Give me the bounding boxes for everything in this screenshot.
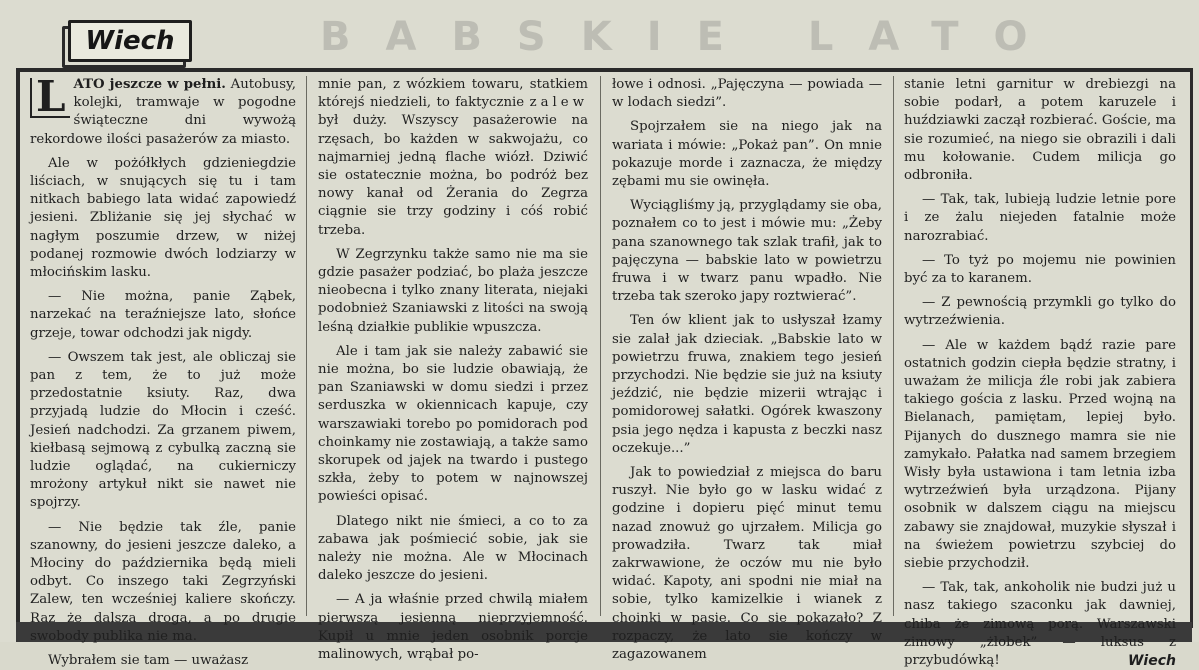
- paragraph: — A ja właśnie przed chwilą miałem pierwszą jesienną nieprzyjemność. Kupił u mnie jeden osobnik porcje malinowych, wrąbał po-: [318, 592, 588, 663]
- lead-text: ATO jeszcze w pełni.: [73, 77, 226, 92]
- paragraph: Jak to powiedział z miejsca do baru ruszył. Nie było go w lasku widać z godzine i dopieru pięć minut temu nazad znowuż go ujrzałem. Milicja go prowadziła. Twarz tak miał zakrwawione, że oczów mu nie było widać. Kapoty, ani spodni nie miał na sobie, tylko kamizelkie i wianek z choinki w pasie. Co sie pokazało? Z rozpaczy, że lato sie kończy w zagazowanem: [612, 465, 882, 663]
- column-2: [318, 76, 588, 663]
- paragraph: — To tyż po mojemu nie powinien być za to karanem.: [904, 252, 1176, 287]
- paragraph: — Z pewnością przymkli go tylko do wytrzeźwienia.: [904, 295, 1176, 329]
- paragraph: Ale i tam jak sie należy zabawić sie nie można, bo sie ludzie obawiają, że pan Szaniawski w domu siedzi i przez serduszka w okiennicach kapuje, czy warszawiaki torebo po pomidorach pod choinkamy nie zostawiają, a także samo skorupek od jajek na twardo i pustego szkła, żeby to potem w najnowszej powieści opisać.: [318, 343, 588, 505]
- emphasized-word: zalew: [529, 95, 588, 111]
- paragraph: — Nie można, panie Ząbek, narzekać na teraźniejsze lato, słońce grzeje, towar odchodzi jak nigdy.: [30, 289, 296, 341]
- paragraph: łowe i odnosi. „Pajęczyna — powiada — w lodach siedzi”.: [612, 77, 882, 111]
- column-separator: [306, 76, 307, 616]
- column-1: [30, 72, 296, 669]
- paragraph-text: — Tak, tak, ankoholik nie budzi już u nasz takiego szaconku jak dawniej, chiba że zimową porą. Warszawski zimowy „żłobek” — luksus z przybudówką!: [904, 580, 1176, 669]
- paragraph-text: Autobusy, kolejki, tramwaje w pogodne świąteczne dni wywożą rekordowe ilości pasażerów za miasto.: [30, 77, 296, 147]
- paragraph: — Nie będzie tak źle, panie szanowny, do jesieni jeszcze daleko, a Młociny do października będą mieli odbyt. Co inszego taki Zegrzyński Zalew, ten wcześniej kaliere skończy. Raz że dalsza droga, a po drugie swobody publika nie ma.: [30, 519, 296, 644]
- paragraph: — Tak, tak, lubieją ludzie letnie pore i ze żalu niejeden fatalnie może narozrabiać.: [904, 192, 1176, 244]
- paragraph-text: mnie pan, z wózkiem towaru, statkiem którejś niedzieli, to faktycznie: [318, 77, 588, 111]
- paragraph-text: był duży. Wszyscy pasażerowie na rzęsach, bo każden w sakwojażu, co najmarniej jedną flache wiózł. Dziwić sie ostatecznie można, bo podróż bez nowy kanał od Żerania do Zegrza ciągnie sie trzy godziny i cóś robić trzeba.: [318, 113, 588, 238]
- paragraph: — Owszem tak jest, ale obliczaj sie pan z tem, że to już może przedostatnie ksiuty. Raz, dwa przyjadą ludzie do Młocin i cześć. Jesień nadchodzi. Za grzanem piwem, kiełbasą sejmową z cybulką zaczną sie ludzie oglądać, na cukierniczy mrożony artykuł nikt sie nawet nie spojrzy.: [30, 349, 296, 511]
- article-header: [0, 0, 1199, 70]
- column-separator: [893, 76, 894, 616]
- paragraph: Spojrzałem sie na niego jak na wariata i mówie: „Pokaż pan”. On mnie pokazuje morde i zaznacza, że między zębami mu sie owinęła.: [612, 119, 882, 190]
- frame-right-rule: [1190, 68, 1193, 628]
- paragraph: [30, 72, 296, 149]
- paragraph: [318, 76, 588, 240]
- paragraph: Ten ów klient jak to usłyszał łzamy sie zalał jak dzieciak. „Babskie lato w powietrzu fruwa, znakiem tego jesień przychodzi. Nie będzie sie już na ksiuty jeździć, nie będzie mizerii wtrając i pomidorowej sałatki. Ogórek kwaszony psia jego nędza i kapusta z beczki nasz oczekuje...”: [612, 313, 882, 456]
- drop-cap: L: [30, 78, 70, 118]
- paragraph: Wybrałem sie tam — uważasz: [48, 653, 249, 669]
- frame-left-rule: [16, 68, 20, 628]
- column-separator: [600, 76, 601, 616]
- frame-top-rule: [16, 68, 1192, 72]
- paragraph: Ale w pożółkłych gdzieniegdzie liściach, w snujących się tu i tam nitkach babiego lata widać zapowiedź jesieni. Zbliżanie się jej słychać w nagłym poszumie drzew, w niżej podanej rozmowie dwóch lodziarzy w młocińskim lasku.: [30, 155, 296, 281]
- paragraph: stanie letni garnitur w drebiezgi na sobie podarł, a potem karuzele i huździawki zaczął rozbierać. Goście, ma sie rozumieć, na niego sie obrazili i dali mu kołowanie. Cudem milicja go odbroniła.: [904, 77, 1176, 184]
- column-3: [612, 76, 882, 663]
- article-title: BABSKIE LATO: [320, 14, 1063, 60]
- author-signature: Wiech: [1127, 653, 1176, 670]
- paragraph: [904, 579, 1176, 670]
- author-logo: Wiech: [68, 20, 192, 62]
- paragraph: W Zegrzynku także samo nie ma sie gdzie pasażer podziać, bo plaża jeszcze nieobecna i tylko znany literata, niejaki podobnież Szaniawski z litości na swoją leśną działkie publikie wpuszcza.: [318, 246, 588, 335]
- column-4: [904, 76, 1176, 670]
- paragraph: Wyciągliśmy ją, przyglądamy sie oba, poznałem co to jest i mówie mu: „Żeby pana szanownego tak szlak trafił, jak to pajęczyna — babskie lato w powietrzu fruwa i w twarz panu wpadło. Nie trzeba tak szeroko japy roztwierać”.: [612, 198, 882, 305]
- paragraph: Dlatego nikt nie śmieci, a co to za zabawa jak pośmiecić sobie, jak sie należy nie można. Ale w Młocinach daleko jeszcze do jesieni.: [318, 513, 588, 584]
- paragraph: — Ale w każdem bądź razie pare ostatnich godzin ciepła będzie stratny, i uważam że milicja źle robi jak zabiera takiego gościa z lasku. Przed wojną na Bielanach, pamiętam, lepiej było. Pijanych do dusznego mamra sie nie zamykało. Pałatka nad samem brzegiem Wisły była ustawiona i tam letnia izba wytrzeźwień była urządzona. Pijany osobnik w dalszem ciągu na miejscu zabawy sie znajdował, muzykie słyszał i na świeżem powietrzu szybciej do siebie przychodził.: [904, 337, 1176, 572]
